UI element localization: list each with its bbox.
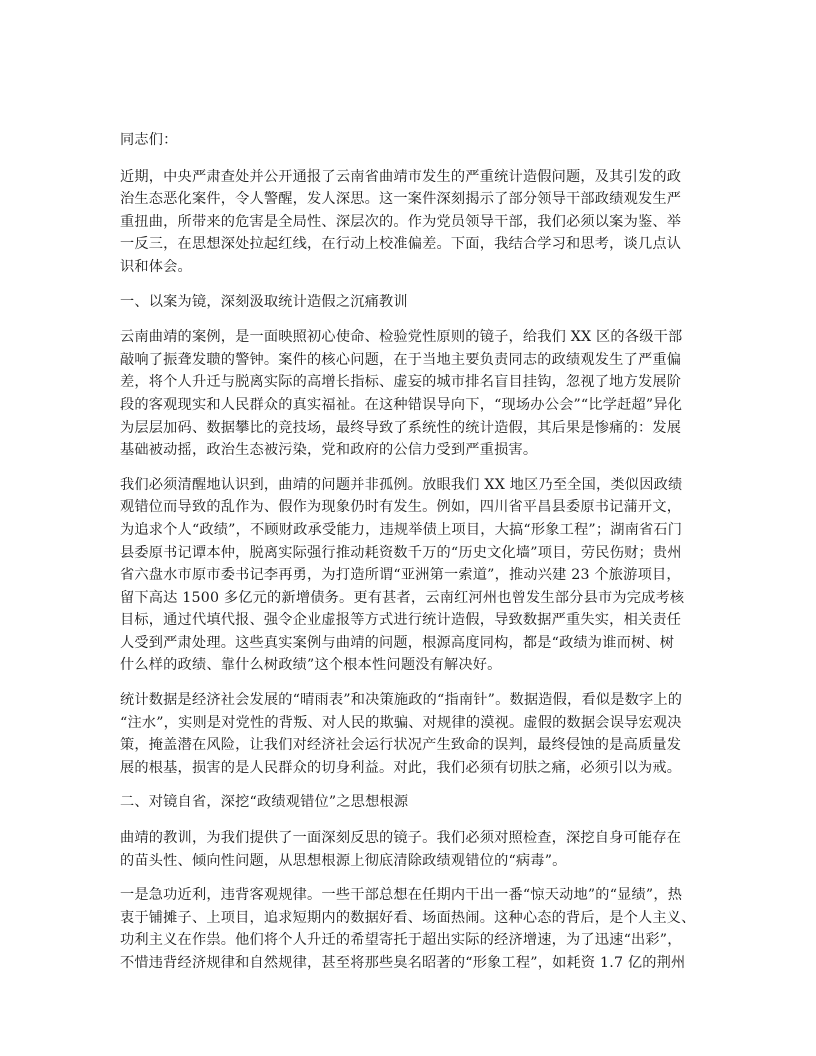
section-heading-1: 一、以案为镜，深刻汲取统计造假之沉痛教训 [120, 293, 408, 310]
text-line: 基础被动摇，政治生态被污染，党和政府的公信力受到严重损害。 [120, 442, 538, 459]
text-line: 的苗头性、倾向性问题，从思想根源上彻底清除政绩观错位的“病毒”。 [120, 852, 567, 869]
text-line: 识和体会。 [120, 258, 192, 275]
text-line: 展的根基，损害的是人民群众的切身利益。对此，我们必须有切肤之痛，必须引以为戒。 [120, 759, 682, 776]
text-line: 云南曲靖的案例，是一面映照初心使命、检验党性原则的镜子，给我们 XX 区的各级干部 [120, 329, 683, 346]
text-line: 段的客观现实和人民群众的真实福祉。在这种错误导向下，“现场办公会”“比学赶超”异化 [120, 396, 683, 413]
text-line: 功利主义在作祟。他们将个人升迁的希望寄托于超出实际的经济增速，为了迅速“出彩”， [120, 932, 682, 949]
text-line: 为层层加码、数据攀比的竞技场，最终导致了系统性的统计造假，其后果是惨痛的：发展 [120, 419, 682, 436]
text-line: 一反三，在思想深处拉起红线，在行动上校准偏差。下面，我结合学习和思考，谈几点认 [120, 236, 682, 253]
paragraph-qujing-case [120, 326, 698, 462]
text-line: 我们必须清醒地认识到，曲靖的问题并非孤例。放眼我们 XX 地区乃至全国，类似因政绩 [120, 476, 683, 493]
text-line: 人受到严肃处理。这些真实案例与曲靖的问题，根源高度同构，都是“政绩为谁而树、树 [120, 634, 675, 651]
paragraph-intro [120, 166, 698, 279]
text-line: 目标，通过代填代报、强令企业虚报等方式进行统计造假，导致数据严重失实，相关责任 [120, 612, 682, 629]
text-line: 差，将个人升迁与脱离实际的高增长指标、虚妄的城市排名盲目挂钩，忽视了地方发展阶 [120, 374, 682, 391]
text-line: 一是急功近利，违背客观规律。一些干部总想在任期内干出一番“惊天动地”的“显绩”，热 [120, 887, 683, 904]
text-line: 县委原书记谭本仲，脱离实际强行推动耗资数千万的“历史文化墙”项目，劳民伤财；贵州 [120, 544, 682, 561]
text-line: “注水”，实则是对党性的背叛、对人民的欺骗、对规律的漠视。虚假的数据会误导宏观决 [120, 714, 682, 731]
text-line: 为追求个人“政绩”，不顾财政承受能力，违规举债上项目，大搞“形象工程”；湖南省石门 [120, 521, 683, 538]
text-line: 统计数据是经济社会发展的“晴雨表”和决策施政的“指南针”。数据造假，看似是数字上的 [120, 692, 683, 709]
paragraph-point-one [120, 884, 698, 974]
paragraph-statistics [120, 689, 698, 779]
salutation: 同志们： [120, 132, 178, 148]
text-line: 留下高达 1500 多亿元的新增债务。更有甚者，云南红河州也曾发生部分县市为完成考核 [120, 589, 685, 606]
text-line: 治生态恶化案件，令人警醒，发人深思。这一案件深刻揭示了部分领导干部政绩观发生严 [120, 191, 682, 208]
text-line: 敲响了振聋发聩的警钟。案件的核心问题，在于当地主要负责同志的政绩观发生了严重偏 [120, 351, 682, 368]
paragraph-reflection [120, 827, 698, 872]
text-line: 策，掩盖潜在风险，让我们对经济社会运行状况产生致命的误判，最终侵蚀的是高质量发 [120, 737, 682, 754]
text-line: 曲靖的教训，为我们提供了一面深刻反思的镜子。我们必须对照检查，深挖自身可能存在 [120, 830, 682, 847]
text-line: 不惜违背经济规律和自然规律，甚至将那些臭名昭著的“形象工程”，如耗资 1.7 亿的荆州 [120, 955, 686, 971]
paragraph-similar-cases [120, 474, 698, 677]
section-heading-2: 二、对镜自省，深挖“政绩观错位”之思想根源 [120, 794, 409, 811]
text-line: 省六盘水市原市委书记李再勇，为打造所谓“亚洲第一索道”，推动兴建 23 个旅游项目， [120, 567, 681, 584]
text-line: 衷于铺摊子、上项目，追求短期内的数据好看、场面热闹。这种心态的背后，是个人主义、 [120, 909, 696, 926]
text-line: 重扭曲，所带来的危害是全局性、深层次的。作为党员领导干部，我们必须以案为鉴、举 [120, 213, 682, 230]
text-line: 什么样的政绩、靠什么树政绩”这个根本性问题没有解决好。 [120, 657, 502, 674]
text-line: 近期，中央严肃查处并公开通报了云南省曲靖市发生的严重统计造假问题，及其引发的政 [120, 168, 682, 185]
text-line: 观错位而导致的乱作为、假作为现象仍时有发生。例如，四川省平昌县委原书记蒲开文， [120, 499, 682, 516]
